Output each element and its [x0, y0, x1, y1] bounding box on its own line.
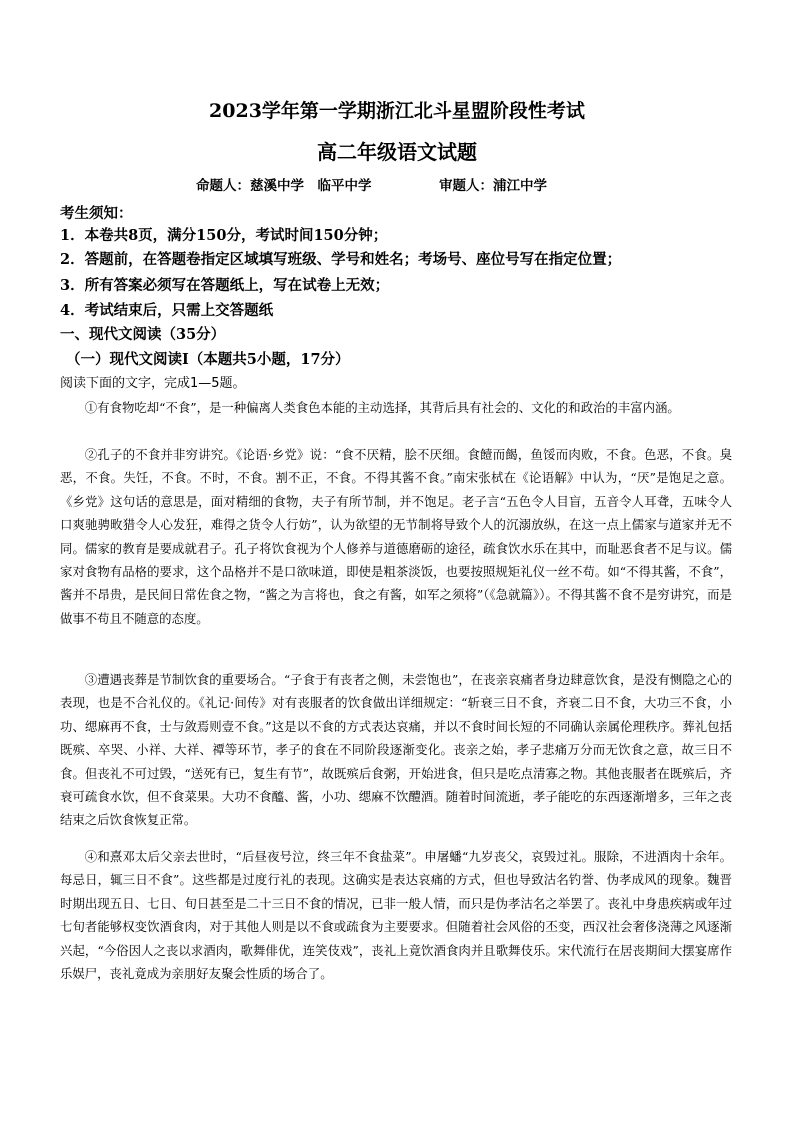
authors-line: 命题人：慈溪中学 临平中学 审题人：浦江中学 [196, 178, 547, 194]
exam-title: 2023学年第一学期浙江北斗星盟阶段性考试 [209, 100, 585, 122]
instruction-item: 1．本卷共8页，满分150分，考试时间150分钟； [60, 227, 388, 244]
passage-paragraph: ①有食物吃却“不食”，是一种偏离人类食色本能的主动选择，其背后具有社会的、文化的和政治的丰富内涵。 [84, 400, 680, 415]
passage-paragraph: ②孔子的不食并非穷讲究。《论语·乡党》说：“食不厌精，脍不厌细。食饐而餲，鱼馁而肉败，不食。色恶，不食。臭恶，不食。失饪，不食。不时，不食。割不正，不食。不得其酱不食。”南宋张栻在《论语解》中认为，“厌”是饱足之意。《乡党》这句话的意思是，面对精细的食物，夫子有所节制，并不饱足。老子言“五色令人目盲，五音令人耳聋，五味令人口爽驰骋畋猎令人心发狂，难得之货令人行妨”，认为欲望的无节制将导致个人的沉溺放纵，在这一点上儒家与道家并无不同。儒家的教育是要成就君子。孔子将饮食视为个人修养与道德磨砺的途径，疏食饮水乐在其中，而耻恶食者不足与议。儒家对食物有品格的要求，这个品格并不是口欲味道，即使是粗茶淡饭，也要按照规矩礼仪一丝不苟。如“不得其酱，不食”，酱并不昂贵，是民间日常佐食之物，“酱之为言将也，食之有酱，如军之须将”（《急就篇》）。不得其酱不食不是穷讲究，而是做事不苟且不随意的态度。 [60, 447, 732, 626]
instruction-item: 2．答题前，在答题卷指定区域填写班级、学号和姓名；考场号、座位号写在指定位置； [60, 251, 622, 268]
reading-directions: 阅读下面的文字，完成1—5题。 [60, 376, 246, 391]
exam-subtitle: 高二年级语文试题 [317, 140, 477, 164]
passage-paragraph: ③遭遇丧葬是节制饮食的重要场合。“子食于有丧者之侧，未尝饱也”，在丧亲哀痛者身边肆意饮食，是没有恻隐之心的表现，也是不合礼仪的。《礼记·间传》对有丧服者的饮食做出详细规定：“斩衰三日不食，齐衰二日不食，大功三不食，小功、缌麻再不食，士与敛焉则壹不食。”这是以不食的方式表达哀痛，并以不食时间长短的不同确认亲属伦理秩序。葬礼包括既殡、卒哭、小祥、大祥、禫等环节，孝子的食在不同阶段逐渐变化。丧亲之始，孝子悲痛万分而无饮食之意，故三日不食。但丧礼不可过毁，“送死有已，复生有节”，故既殡后食粥，开始进食，但只是吃点清寡之物。其他丧服者在既殡后，齐衰可疏食水饮，但不食菜果。大功不食醯、酱，小功、缌麻不饮醴酒。随着时间流逝，孝子能吃的东西逐渐增多，三年之丧结束之后饮食恢复正常。 [60, 672, 732, 828]
subsection-title: （一）现代文阅读Ⅰ（本题共5小题，17分） [66, 351, 350, 368]
passage-paragraph: ④和熹邓太后父亲去世时，“后昼夜号泣，终三年不食盐菜”。申屠蟠“九岁丧父，哀毁过礼。服除，不进酒肉十余年。每忌日，辄三日不食”。这些都是过度行礼的表现。这确实是表达哀痛的方式，但也导致沽名钓誉、伪孝成风的现象。魏晋时期出现五日、七日、旬日甚至是二十三日不食的情况，已非一般人情，而只是伪孝沽名之举罢了。丧礼中身患疾病或年过七旬者能够权变饮酒食肉，对于其他人则是以不食或疏食为主要要求。但随着社会风俗的丕变，西汉社会奢侈浇薄之风逐渐兴起，“今俗因人之丧以求酒肉，歌舞俳优，连笑伎戏”，丧礼上竟饮酒食肉并且歌舞伎乐。宋代流行在居丧期间大摆宴席作乐娱尸，丧礼竟成为亲朋好友聚会性质的场合了。 [60, 849, 732, 982]
instructions-heading: 考生须知： [60, 205, 133, 222]
instruction-item: 4．考试结束后，只需上交答题纸 [60, 302, 274, 319]
section-title: 一、现代文阅读（35分） [60, 326, 226, 343]
instruction-item: 3．所有答案必须写在答题纸上，写在试卷上无效； [60, 277, 390, 294]
